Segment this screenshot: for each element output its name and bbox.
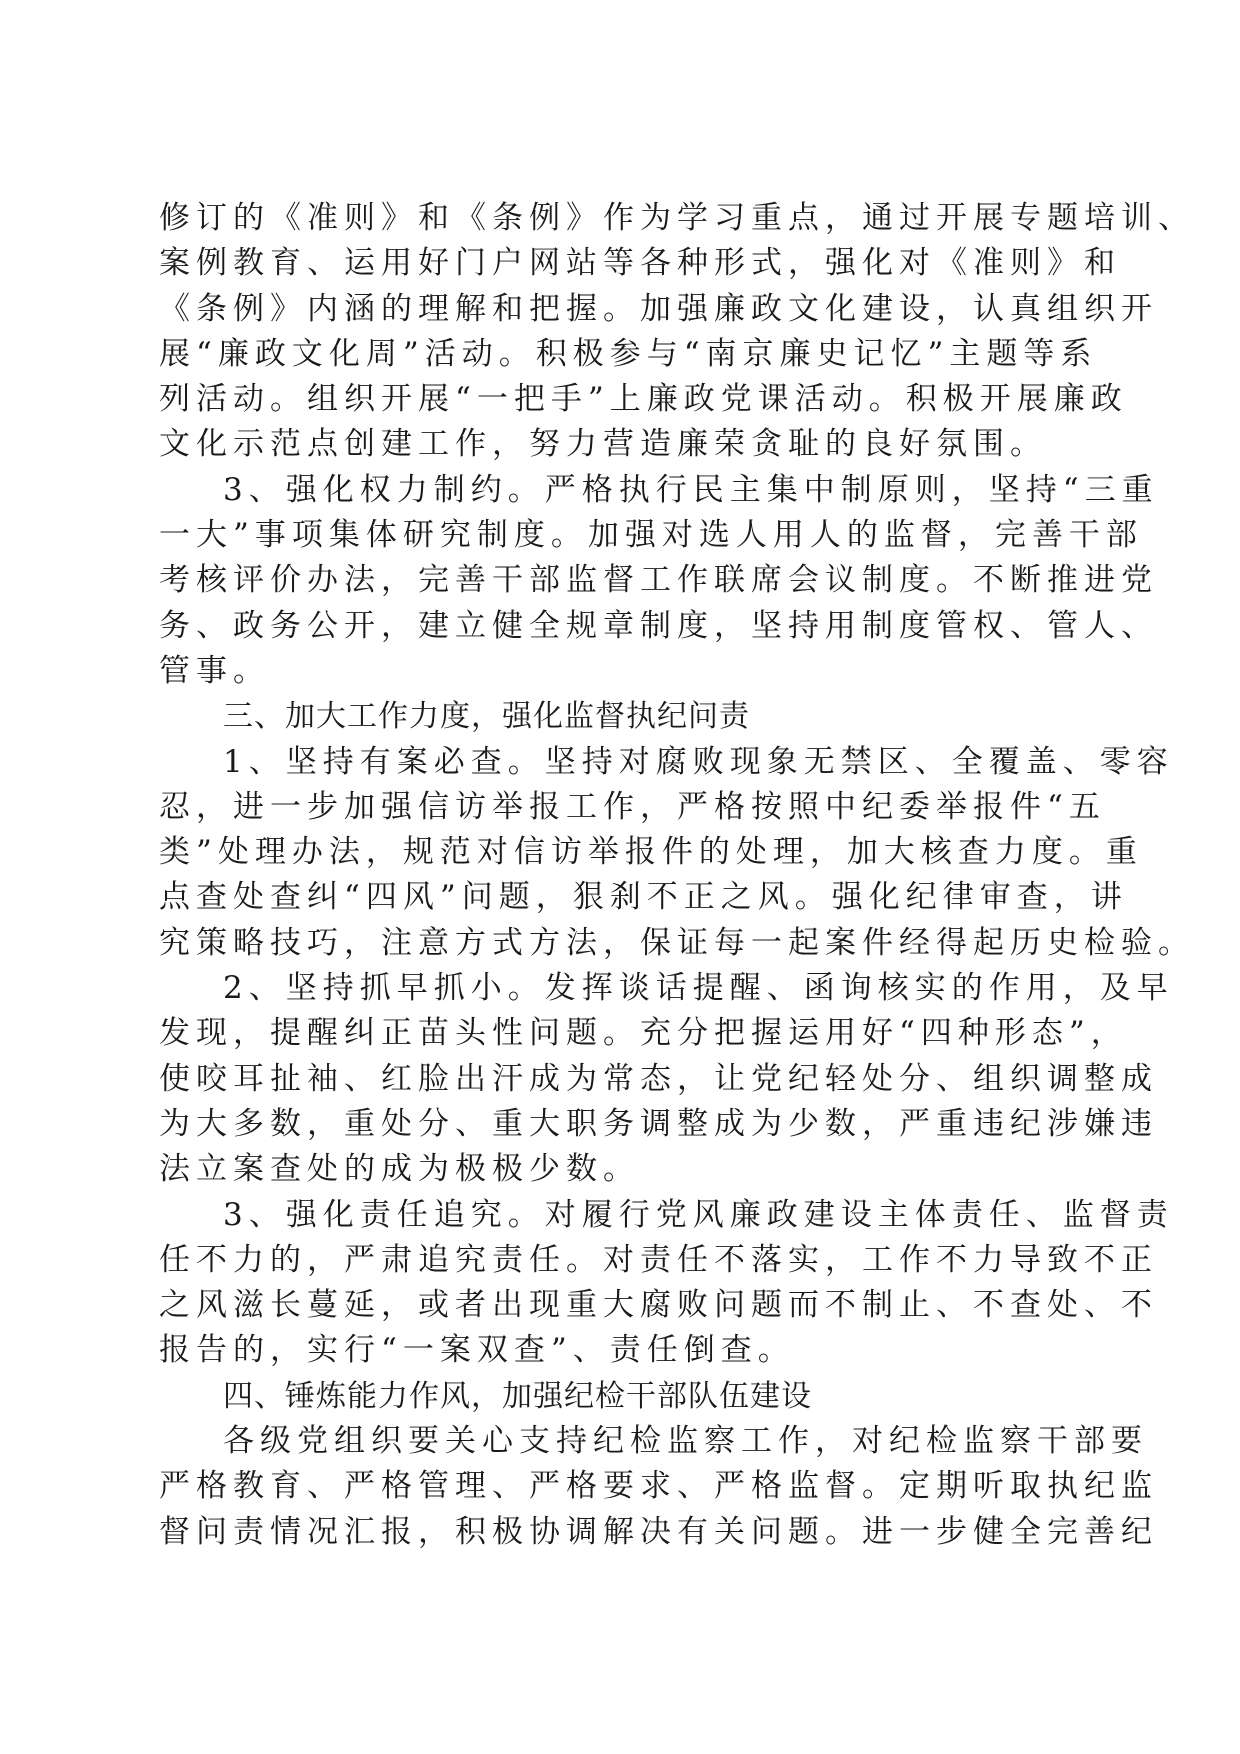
- text-line: 文化示范点创建工作，努力营造廉荣贪耻的良好氛围。: [159, 426, 1047, 463]
- text-line: 点查处查纠“四风”问题，狠刹不正之风。强化纪律审查，讲: [159, 879, 1128, 916]
- text-line: 案例教育、运用好门户网站等各种形式，强化对《准则》和: [159, 245, 1121, 282]
- text-line: 3、强化权力制约。严格执行民主集中制原则，坚持“三重: [223, 471, 1159, 508]
- text-line: 报告的，实行“一案双查”、责任倒查。: [159, 1332, 795, 1369]
- text-line: 法立案查处的成为极极少数。: [159, 1151, 640, 1188]
- text-line: 考核评价办法，完善干部监督工作联席会议制度。不断推进党: [159, 562, 1158, 599]
- text-line: 《条例》内涵的理解和把握。加强廉政文化建设，认真组织开: [159, 290, 1158, 327]
- text-line: 严格教育、严格管理、严格要求、严格监督。定期听取执纪监: [159, 1468, 1158, 1505]
- text-line: 1、坚持有案必查。坚持对腐败现象无禁区、全覆盖、零容: [223, 743, 1174, 780]
- text-line: 2、坚持抓早抓小。发挥谈话提醒、函询核实的作用，及早: [223, 970, 1174, 1007]
- section-heading: 三、加大工作力度，强化监督执纪问责: [223, 699, 750, 735]
- text-line: 为大多数，重处分、重大职务调整成为少数，严重违纪涉嫌违: [159, 1105, 1158, 1142]
- text-line: 管事。: [159, 652, 270, 689]
- section-heading: 四、锤炼能力作风，加强纪检干部队伍建设: [223, 1378, 812, 1414]
- text-line: 务、政务公开，建立健全规章制度，坚持用制度管权、管人、: [159, 607, 1158, 644]
- document-page: [159, 196, 1195, 1555]
- text-line: 修订的《准则》和《条例》作为学习重点，通过开展专题培训、: [159, 200, 1195, 236]
- text-line: 类”处理办法，规范对信访举报件的处理，加大核查力度。重: [159, 834, 1143, 871]
- text-line: 忍，进一步加强信访举报工作，严格按照中纪委举报件“五: [159, 788, 1106, 825]
- text-line: 督问责情况汇报，积极协调解决有关问题。进一步健全完善纪: [159, 1513, 1158, 1550]
- text-line: 一大”事项集体研究制度。加强对选人用人的监督，完善干部: [159, 517, 1143, 554]
- text-line: 列活动。组织开展“一把手”上廉政党课活动。积极开展廉政: [159, 381, 1128, 418]
- text-line: 各级党组织要关心支持纪检监察工作，对纪检监察干部要: [223, 1423, 1148, 1460]
- text-line: 3、强化责任追究。对履行党风廉政建设主体责任、监督责: [223, 1196, 1174, 1233]
- text-line: 任不力的，严肃追究责任。对责任不落实，工作不力导致不正: [159, 1241, 1158, 1278]
- text-line: 发现，提醒纠正苗头性问题。充分把握运用好“四种形态”，: [159, 1015, 1128, 1052]
- text-line: 使咬耳扯袖、红脸出汗成为常态，让党纪轻处分、组织调整成: [159, 1060, 1158, 1097]
- text-line: 展“廉政文化周”活动。积极参与“南京廉史记忆”主题等系: [159, 335, 1098, 372]
- text-line: 究策略技巧，注意方式方法，保证每一起案件经得起历史检验。: [159, 924, 1195, 961]
- text-line: 之风滋长蔓延，或者出现重大腐败问题而不制止、不查处、不: [159, 1287, 1158, 1324]
